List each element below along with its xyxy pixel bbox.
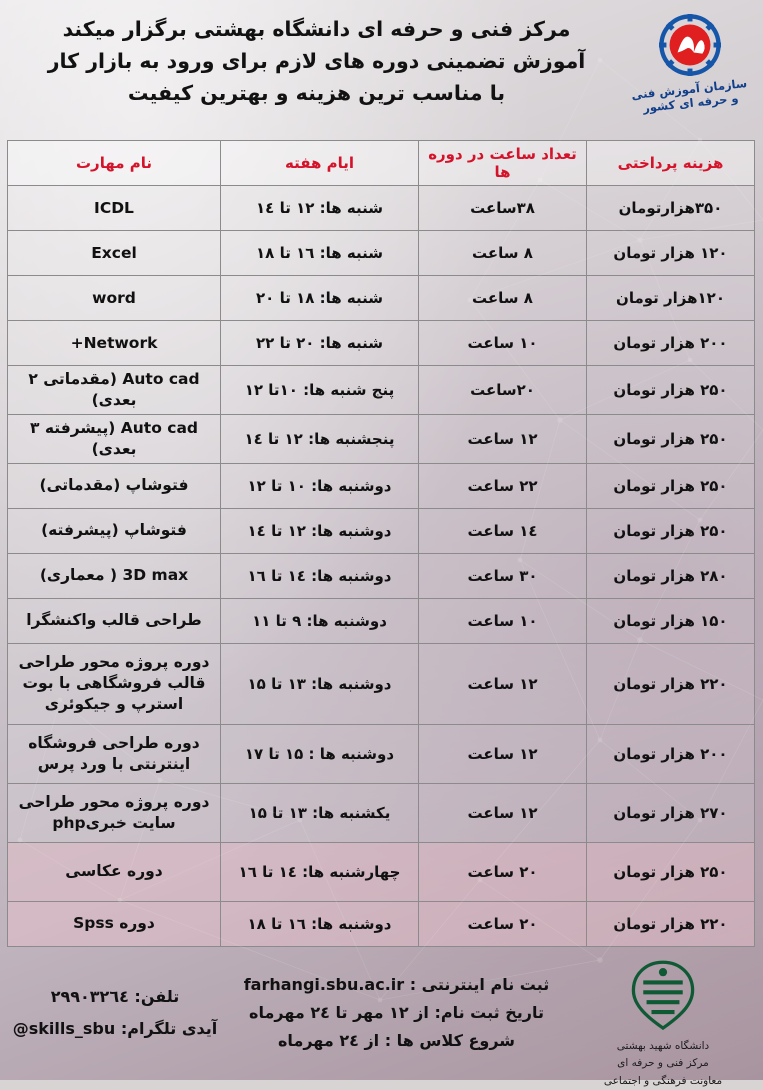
cell-hours: ۸ ساعت bbox=[419, 231, 587, 276]
cell-skill: دوره پروژه محور طراحی سایت خبریphp bbox=[8, 783, 221, 842]
cell-cost: ۲۷۰ هزار تومان bbox=[587, 783, 755, 842]
gear-logo-icon bbox=[659, 14, 721, 76]
cell-cost: ۲۲۰ هزار تومان bbox=[587, 901, 755, 946]
university-logo-icon bbox=[621, 959, 705, 1033]
table-header-row bbox=[8, 141, 755, 186]
table-row bbox=[8, 901, 755, 946]
cell-days: یکشنبه ها: ۱۳ تا ۱۵ bbox=[221, 783, 419, 842]
cell-days: دوشنبه ها: ۱۳ تا ۱۵ bbox=[221, 643, 419, 724]
table-row bbox=[8, 463, 755, 508]
header-title-line-1: مرکز فنی و حرفه ای دانشگاه بهشتی برگزار میکند bbox=[62, 17, 571, 41]
cell-skill: 3D max ( معماری) bbox=[8, 553, 221, 598]
cell-hours: ۱۰ ساعت bbox=[419, 598, 587, 643]
table-row bbox=[8, 276, 755, 321]
cell-skill: دوره عکاسی bbox=[8, 842, 221, 901]
cell-hours: ۱۲ ساعت bbox=[419, 783, 587, 842]
cell-cost: ۲۵۰ هزار تومان bbox=[587, 842, 755, 901]
cell-cost: ۲۵۰ هزار تومان bbox=[587, 414, 755, 463]
poster-header bbox=[0, 0, 763, 140]
registration-dates: تاریخ ثبت نام: از ۱۲ مهر تا ۲٤ مهرماه bbox=[249, 1002, 544, 1022]
cell-days: دوشنبه ها: ۱۲ تا ۱٤ bbox=[221, 508, 419, 553]
cell-skill: word bbox=[8, 276, 221, 321]
organization-logo-text: سازمان آموزش فنی و حرفه ای کشور bbox=[630, 76, 748, 115]
cell-hours: ۳۰ ساعت bbox=[419, 553, 587, 598]
table-row bbox=[8, 321, 755, 366]
telegram-text: آیدی تلگرام: skills_sbu@ bbox=[12, 1018, 218, 1038]
cell-hours: ۸ ساعت bbox=[419, 276, 587, 321]
cell-hours: ۱٤ ساعت bbox=[419, 508, 587, 553]
university-sub-line-2: معاونت فرهنگی و اجتماعی bbox=[603, 1075, 723, 1088]
poster-footer bbox=[0, 951, 763, 1088]
cell-hours: ۱۲ ساعت bbox=[419, 643, 587, 724]
table-row bbox=[8, 783, 755, 842]
cell-cost: ۲۰۰ هزار تومان bbox=[587, 724, 755, 783]
table-row bbox=[8, 842, 755, 901]
cell-cost: ۱۲۰هزار تومان bbox=[587, 276, 755, 321]
cell-skill: فتوشاپ (پیشرفته) bbox=[8, 508, 221, 553]
column-header-hours: تعداد ساعت در دوره ها bbox=[419, 141, 587, 186]
courses-table-wrap bbox=[0, 140, 763, 947]
organization-logo bbox=[631, 14, 749, 126]
cell-cost: ۲۸۰ هزار تومان bbox=[587, 553, 755, 598]
cell-cost: ۲۰۰ هزار تومان bbox=[587, 321, 755, 366]
university-sub-line-1: مرکز فنی و حرفه ای bbox=[617, 1057, 709, 1070]
cell-days: شنبه ها: ۱٦ تا ۱۸ bbox=[221, 231, 419, 276]
header-title-line-3: با مناسب ترین هزینه و بهترین کیفیت bbox=[127, 80, 506, 105]
table-row bbox=[8, 553, 755, 598]
registration-url[interactable]: ثبت نام اینترنتی : farhangi.sbu.ac.ir bbox=[243, 974, 550, 994]
cell-skill: ICDL bbox=[8, 186, 221, 231]
cell-skill: Excel bbox=[8, 231, 221, 276]
cell-days: چهارشنبه ها: ۱٤ تا ۱٦ bbox=[221, 842, 419, 901]
contact-block bbox=[10, 957, 220, 1045]
cell-days: شنبه ها: ۱۲ تا ۱٤ bbox=[221, 186, 419, 231]
table-row bbox=[8, 724, 755, 783]
cell-days: پنجشنبه ها: ۱۲ تا ۱٤ bbox=[221, 414, 419, 463]
table-row bbox=[8, 598, 755, 643]
header-title-line-2: آموزش تضمینی دوره های لازم برای ورود به بازار کار bbox=[47, 48, 586, 73]
class-start-date: شروع کلاس ها : از ۲٤ مهرماه bbox=[277, 1030, 516, 1050]
cell-hours: ۱۰ ساعت bbox=[419, 321, 587, 366]
cell-cost: ۲۵۰ هزار تومان bbox=[587, 463, 755, 508]
cell-hours: ۳۸ساعت bbox=[419, 186, 587, 231]
cell-cost: ۲۵۰ هزار تومان bbox=[587, 508, 755, 553]
cell-skill: فتوشاپ (مقدماتی) bbox=[8, 463, 221, 508]
university-logo-text: دانشگاه شهید بهشتی bbox=[616, 1039, 710, 1052]
cell-days: پنج شنبه ها: ۱۰تا ۱۲ bbox=[221, 366, 419, 415]
cell-skill: دوره طراحی فروشگاه اینترنتی با ورد پرس bbox=[8, 724, 221, 783]
cell-cost: ۲۵۰ هزار تومان bbox=[587, 366, 755, 415]
registration-block bbox=[220, 957, 573, 1055]
cell-days: شنبه ها: ۲۰ تا ۲۲ bbox=[221, 321, 419, 366]
cell-skill: طراحی قالب واکنشگرا bbox=[8, 598, 221, 643]
cell-skill: دوره پروژه محور طراحی قالب فروشگاهی با بوت استرپ و جیکوئری bbox=[8, 643, 221, 724]
cell-cost: ۳۵۰هزارتومان bbox=[587, 186, 755, 231]
cell-cost: ۲۲۰ هزار تومان bbox=[587, 643, 755, 724]
table-row bbox=[8, 414, 755, 463]
cell-skill: Network+ bbox=[8, 321, 221, 366]
cell-hours: ۱۲ ساعت bbox=[419, 414, 587, 463]
table-row bbox=[8, 366, 755, 415]
cell-skill: Auto cad (پیشرفته ۳ بعدی) bbox=[8, 414, 221, 463]
cell-days: دوشنبه ها: ۱٤ تا ۱٦ bbox=[221, 553, 419, 598]
column-header-cost: هزینه پرداختی bbox=[587, 141, 755, 186]
courses-table bbox=[7, 140, 755, 947]
cell-skill: دوره Spss bbox=[8, 901, 221, 946]
cell-hours: ۱۲ ساعت bbox=[419, 724, 587, 783]
table-row bbox=[8, 186, 755, 231]
phone-text: تلفن: ۲۹۹۰۳۲٦٤ bbox=[50, 986, 180, 1006]
cell-skill: Auto cad (مقدماتی ۲ بعدی) bbox=[8, 366, 221, 415]
cell-hours: ۲۰ ساعت bbox=[419, 842, 587, 901]
cell-cost: ۱۵۰ هزار تومان bbox=[587, 598, 755, 643]
cell-days: شنبه ها: ۱۸ تا ۲۰ bbox=[221, 276, 419, 321]
university-logo-block bbox=[573, 957, 753, 1090]
cell-cost: ۱۲۰ هزار تومان bbox=[587, 231, 755, 276]
cell-hours: ۲۰ ساعت bbox=[419, 901, 587, 946]
cell-days: دوشنبه ها: ۱٦ تا ۱۸ bbox=[221, 901, 419, 946]
cell-hours: ۲۰ساعت bbox=[419, 366, 587, 415]
column-header-days: ایام هفته bbox=[221, 141, 419, 186]
cell-days: دوشنبه ها: ۱۰ تا ۱۲ bbox=[221, 463, 419, 508]
courses-table-body bbox=[8, 186, 755, 947]
cell-days: دوشنبه ها : ۱۵ تا ۱۷ bbox=[221, 724, 419, 783]
column-header-skill: نام مهارت bbox=[8, 141, 221, 186]
cell-hours: ۲۲ ساعت bbox=[419, 463, 587, 508]
table-row bbox=[8, 643, 755, 724]
table-row bbox=[8, 231, 755, 276]
cell-days: دوشنبه ها: ۹ تا ۱۱ bbox=[221, 598, 419, 643]
table-row bbox=[8, 508, 755, 553]
